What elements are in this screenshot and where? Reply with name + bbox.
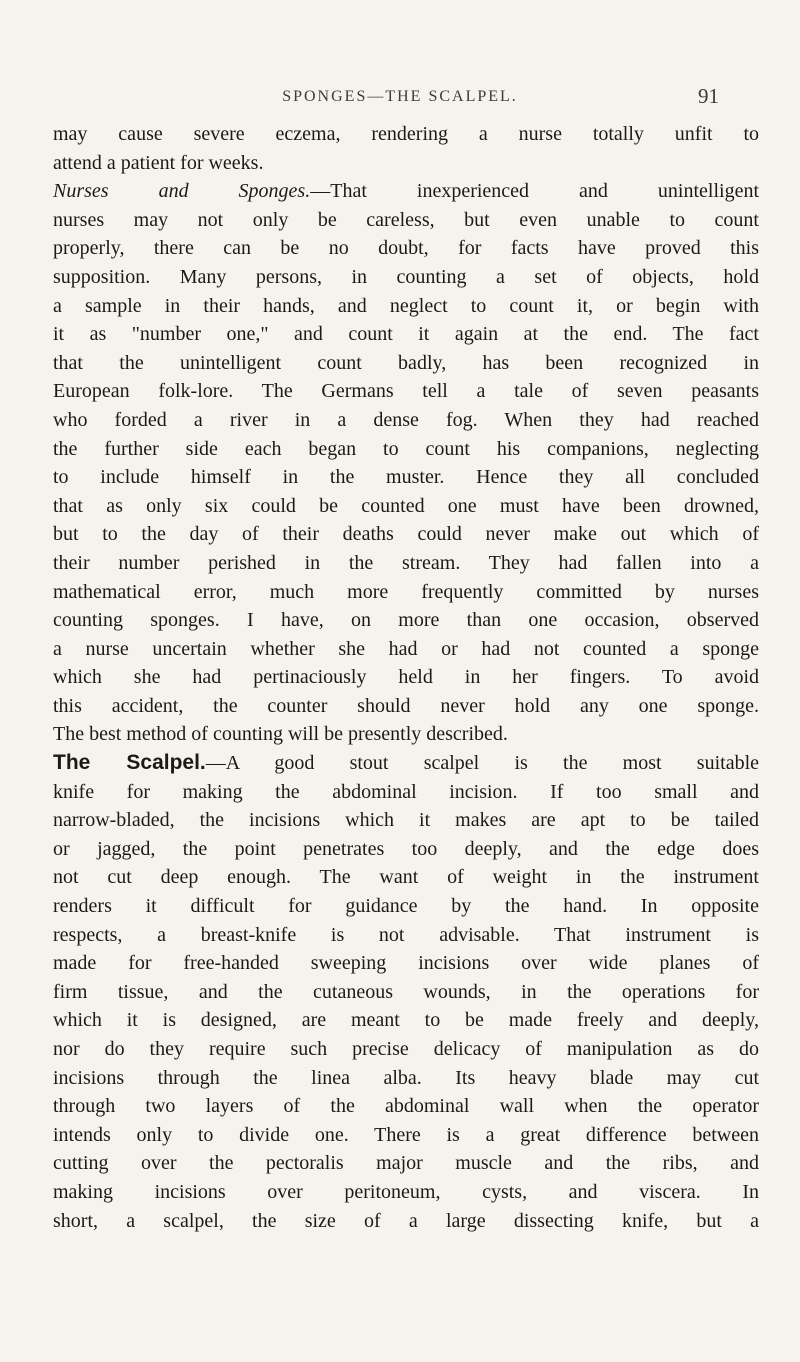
page-number: 91 bbox=[698, 84, 719, 108]
text-line: a nurse uncertain whether she had or had not counted a sponge bbox=[53, 637, 759, 660]
text-line: but to the day of their deaths could never make out which of bbox=[53, 523, 759, 546]
text-line: a sample in their hands, and neglect to count it, or begin with bbox=[53, 294, 759, 317]
text-line: nor do they require such precise delicacy of manipulation as do bbox=[53, 1038, 759, 1060]
text-line: incisions through the linea alba. Its heavy blade may cut bbox=[53, 1066, 759, 1089]
text-line: made for free-handed sweeping incisions over wide planes of bbox=[53, 952, 759, 975]
text-line: may cause severe eczema, rendering a nurse totally unfit to bbox=[53, 123, 759, 145]
body-text bbox=[53, 120, 759, 1235]
running-title: SPONGES—THE SCALPEL. bbox=[282, 88, 518, 105]
text-line: which it is designed, are meant to be made freely and deeply, bbox=[53, 1009, 759, 1032]
text-run: —A good stout scalpel is the most suitable bbox=[205, 752, 759, 775]
text-line: firm tissue, and the cutaneous wounds, in the operations for bbox=[53, 980, 759, 1003]
text-line: or jagged, the point penetrates too deeply, and the edge does bbox=[53, 837, 759, 860]
text-line: the further side each began to count his companions, neglecting bbox=[53, 437, 759, 460]
text-line: that the unintelligent count badly, has been recognized in bbox=[53, 351, 759, 374]
text-line: to include himself in the muster. Hence they all concluded bbox=[53, 466, 759, 489]
paragraph-start bbox=[53, 177, 759, 206]
text-line: The best method of counting will be presently described. bbox=[53, 723, 508, 746]
text-line: who forded a river in a dense fog. When they had reached bbox=[53, 408, 759, 431]
text-line: this accident, the counter should never hold any one sponge. bbox=[53, 694, 759, 717]
text-line: mathematical error, much more frequently committed by nurses bbox=[53, 580, 759, 603]
text-line: that as only six could be counted one must have been drowned, bbox=[53, 494, 759, 517]
running-head bbox=[0, 82, 800, 112]
text-line: intends only to divide one. There is a great difference between bbox=[53, 1123, 759, 1146]
text-line: their number perished in the stream. They had fallen into a bbox=[53, 551, 759, 574]
text-run: —That inexperienced and unintelligent bbox=[310, 180, 759, 203]
section-heading-nurses-and-sponges: Nurses and Sponges. bbox=[53, 180, 311, 203]
text-line: not cut deep enough. The want of weight in the instrument bbox=[53, 866, 759, 889]
text-line: renders it difficult for guidance by the hand. In opposite bbox=[53, 895, 759, 918]
paragraph-start bbox=[53, 749, 759, 778]
text-line: respects, a breast-knife is not advisable. That instrument is bbox=[53, 923, 759, 946]
text-line: cutting over the pectoralis major muscle and the ribs, and bbox=[53, 1152, 759, 1175]
text-line: European folk-lore. The Germans tell a tale of seven peasants bbox=[53, 380, 759, 403]
text-line: supposition. Many persons, in counting a set of objects, hold bbox=[53, 265, 759, 288]
text-line: through two layers of the abdominal wall when the operator bbox=[53, 1095, 759, 1118]
text-line: narrow-bladed, the incisions which it makes are apt to be tailed bbox=[53, 809, 759, 832]
text-line: which she had pertinaciously held in her fingers. To avoid bbox=[53, 666, 759, 689]
text-line: counting sponges. I have, on more than one occasion, observed bbox=[53, 609, 759, 632]
text-line: making incisions over peritoneum, cysts, and viscera. In bbox=[53, 1180, 759, 1203]
text-line: knife for making the abdominal incision. If too small and bbox=[53, 780, 759, 803]
text-line: nurses may not only be careless, but even unable to count bbox=[53, 208, 759, 231]
text-line: it as "number one," and count it again at the end. The fact bbox=[53, 323, 759, 346]
section-heading-the-scalpel: The Scalpel. bbox=[53, 751, 206, 775]
text-line: attend a patient for weeks. bbox=[53, 151, 264, 174]
text-line: properly, there can be no doubt, for facts have proved this bbox=[53, 237, 759, 260]
text-line: short, a scalpel, the size of a large dissecting knife, but a bbox=[53, 1209, 759, 1232]
